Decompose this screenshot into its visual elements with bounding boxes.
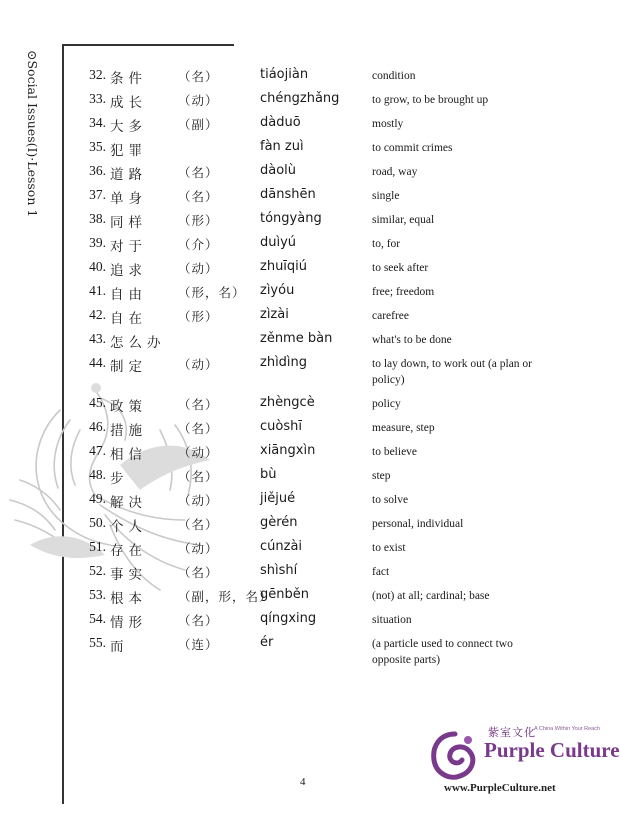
entry-english: to exist: [372, 542, 406, 554]
entry-pinyin: cúnzài: [260, 539, 303, 554]
entry-pinyin: zìzài: [260, 307, 289, 322]
entry-number: 42.: [89, 307, 106, 322]
entry-part-of-speech: （动）: [178, 541, 219, 556]
entry-part-of-speech: （名）: [178, 397, 219, 412]
entry-pinyin: dānshēn: [260, 187, 316, 202]
entry-english: policy: [372, 398, 401, 410]
logo-tagline: A China Within Your Reach: [534, 726, 601, 732]
list-item: [0, 395, 600, 419]
entry-hanzi: 自由: [110, 287, 147, 303]
list-item: [0, 355, 600, 395]
entry-number: 41.: [89, 283, 106, 298]
list-item: [0, 443, 600, 467]
entry-hanzi: 措施: [110, 423, 147, 439]
entry-number: 48.: [89, 467, 106, 482]
entry-pinyin: zhìdìng: [260, 355, 308, 370]
entry-hanzi: 步: [110, 471, 129, 487]
entry-english: mostly: [372, 118, 404, 130]
entry-english: to, for: [372, 238, 401, 250]
list-item: [0, 467, 600, 491]
entry-number: 47.: [89, 443, 106, 458]
entry-number: 45.: [89, 395, 106, 410]
entry-hanzi: 解决: [110, 495, 147, 511]
entry-hanzi: 对于: [110, 239, 147, 255]
entry-english: (not) at all; cardinal; base: [372, 590, 490, 602]
entry-part-of-speech: （动）: [178, 357, 219, 372]
entry-english: to lay down, to work out (a plan or policy): [372, 358, 533, 386]
entry-english: single: [372, 190, 400, 202]
entry-hanzi: 自在: [110, 311, 147, 327]
entry-english: carefree: [372, 310, 410, 322]
entry-english: to believe: [372, 446, 418, 458]
entry-pinyin: qíngxing: [260, 611, 317, 626]
entry-english: measure, step: [372, 422, 435, 434]
entry-english: to seek after: [372, 262, 429, 274]
entry-part-of-speech: （名）: [178, 613, 219, 628]
entry-hanzi: 同样: [110, 215, 147, 231]
entry-number: 37.: [89, 187, 106, 202]
entry-part-of-speech: （名）: [178, 189, 219, 204]
entry-number: 46.: [89, 419, 106, 434]
entry-pinyin: shìshí: [260, 563, 298, 578]
entry-pinyin: bù: [260, 467, 277, 482]
entry-pinyin: xiāngxìn: [260, 443, 316, 458]
entry-pinyin: fàn zuì: [260, 139, 304, 154]
list-item: [0, 139, 600, 163]
entry-number: 49.: [89, 491, 106, 506]
entry-part-of-speech: （形，名）: [178, 285, 246, 300]
entry-part-of-speech: （介）: [178, 237, 219, 252]
entry-hanzi: 条件: [110, 71, 147, 87]
page-number: 4: [300, 776, 306, 788]
entry-hanzi: 根本: [110, 591, 147, 607]
list-item: [0, 491, 600, 515]
entry-pinyin: gèrén: [260, 515, 298, 530]
entry-number: 43.: [89, 331, 106, 346]
entry-number: 32.: [89, 67, 106, 82]
entry-part-of-speech: （动）: [178, 445, 219, 460]
list-item: [0, 187, 600, 211]
entry-hanzi: 政策: [110, 399, 147, 415]
entry-hanzi: 道路: [110, 167, 147, 183]
entry-english: situation: [372, 614, 412, 626]
entry-english: road, way: [372, 166, 418, 178]
lesson-label: ⊙Social Issues(Ⅰ)·Lesson 1: [25, 50, 40, 218]
entry-english: personal, individual: [372, 518, 464, 530]
entry-part-of-speech: （形）: [178, 213, 219, 228]
entry-english: to commit crimes: [372, 142, 453, 154]
entry-number: 44.: [89, 355, 106, 370]
entry-hanzi: 大多: [110, 119, 147, 135]
entry-hanzi: 事实: [110, 567, 147, 583]
list-item: [0, 587, 600, 611]
entry-part-of-speech: （动）: [178, 493, 219, 508]
entry-hanzi: 情形: [110, 615, 147, 631]
entry-pinyin: chéngzhǎng: [260, 91, 340, 106]
entry-number: 52.: [89, 563, 106, 578]
entry-hanzi: 相信: [110, 447, 147, 463]
entry-part-of-speech: （名）: [178, 165, 219, 180]
list-item: [0, 259, 600, 283]
entry-number: 34.: [89, 115, 106, 130]
entry-pinyin: dàolù: [260, 163, 297, 178]
entry-english: what's to be done: [372, 334, 452, 346]
list-item: [0, 235, 600, 259]
list-item: [0, 539, 600, 563]
entry-pinyin: cuòshī: [260, 419, 302, 434]
list-item: [0, 283, 600, 307]
purple-culture-logo[interactable]: [430, 722, 620, 802]
entry-number: 53.: [89, 587, 106, 602]
list-item: [0, 635, 600, 675]
entry-english: free; freedom: [372, 286, 435, 298]
entry-pinyin: zhèngcè: [260, 395, 315, 410]
entry-part-of-speech: （名）: [178, 421, 219, 436]
entry-part-of-speech: （名）: [178, 69, 219, 84]
entry-hanzi: 追求: [110, 263, 147, 279]
entry-part-of-speech: （动）: [178, 261, 219, 276]
entry-part-of-speech: （连）: [178, 637, 219, 652]
entry-number: 39.: [89, 235, 106, 250]
list-item: [0, 163, 600, 187]
entry-part-of-speech: （形）: [178, 309, 219, 324]
logo-chinese-text: 紫室文化: [488, 726, 536, 739]
entry-number: 55.: [89, 635, 106, 650]
entry-hanzi: 犯罪: [110, 143, 147, 159]
entry-number: 35.: [89, 139, 106, 154]
entry-hanzi: 成长: [110, 95, 147, 111]
entry-hanzi: 单身: [110, 191, 147, 207]
entry-pinyin: dàduō: [260, 115, 301, 130]
entry-pinyin: zìyóu: [260, 283, 295, 298]
entry-part-of-speech: （副）: [178, 117, 219, 132]
entry-number: 38.: [89, 211, 106, 226]
list-item: [0, 115, 600, 139]
entry-pinyin: jiějué: [260, 491, 296, 506]
entry-english: similar, equal: [372, 214, 435, 226]
list-item: [0, 515, 600, 539]
entry-number: 51.: [89, 539, 106, 554]
entry-number: 50.: [89, 515, 106, 530]
entry-hanzi: 怎么办: [110, 335, 166, 351]
entry-pinyin: zěnme bàn: [260, 331, 333, 346]
list-item: [0, 67, 600, 91]
entry-number: 54.: [89, 611, 106, 626]
entry-pinyin: ér: [260, 635, 274, 650]
entry-english: step: [372, 470, 391, 482]
entry-pinyin: duìyú: [260, 235, 297, 250]
list-item: [0, 307, 600, 331]
list-item: [0, 419, 600, 443]
logo-name: Purple Culture: [484, 738, 620, 762]
list-item: [0, 563, 600, 587]
entry-part-of-speech: （名）: [178, 469, 219, 484]
entry-english: to solve: [372, 494, 409, 506]
entry-part-of-speech: （名）: [178, 517, 219, 532]
entry-pinyin: zhuīqiú: [260, 259, 308, 274]
entry-hanzi: 而: [110, 639, 129, 655]
logo-url[interactable]: www.PurpleCulture.net: [444, 782, 556, 794]
entry-pinyin: tóngyàng: [260, 211, 322, 226]
list-item: [0, 91, 600, 115]
entry-english: condition: [372, 70, 416, 82]
entry-part-of-speech: （动）: [178, 93, 219, 108]
entry-number: 33.: [89, 91, 106, 106]
header-rule: [62, 44, 234, 46]
entry-english: to grow, to be brought up: [372, 94, 489, 106]
entry-english: fact: [372, 566, 390, 578]
entry-pinyin: tiáojiàn: [260, 67, 309, 82]
entry-number: 36.: [89, 163, 106, 178]
entry-number: 40.: [89, 259, 106, 274]
entry-english: (a particle used to connect two opposite parts): [372, 638, 513, 666]
entry-part-of-speech: （副，形，名）: [178, 589, 273, 604]
entry-hanzi: 存在: [110, 543, 147, 559]
entry-hanzi: 制定: [110, 359, 147, 375]
swirl-logo-icon: [430, 730, 480, 782]
entry-hanzi: 个人: [110, 519, 147, 535]
entry-part-of-speech: （名）: [178, 565, 219, 580]
list-item: [0, 211, 600, 235]
list-item: [0, 331, 600, 355]
list-item: [0, 611, 600, 635]
entry-pinyin: gēnběn: [260, 587, 309, 602]
